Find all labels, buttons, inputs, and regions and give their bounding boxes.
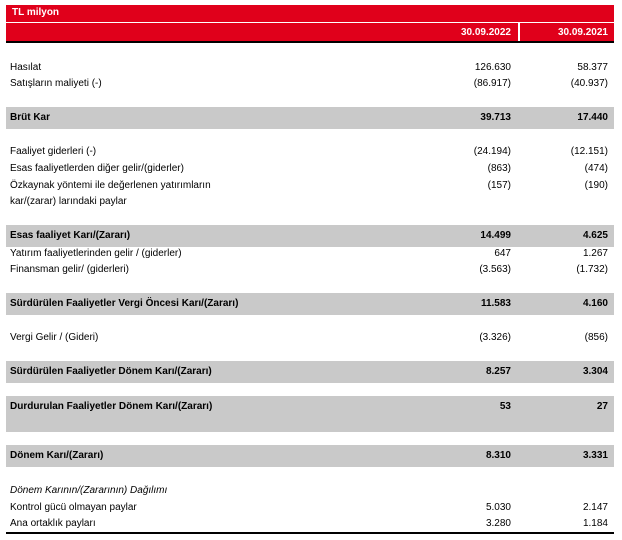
table-row [6, 502, 614, 516]
row-label: Dönem Karı/(Zararı) [10, 450, 104, 461]
table-header-dates [6, 22, 614, 42]
row-label: Finansman gelir/ (giderleri) [10, 264, 129, 275]
value-2022: (863) [487, 163, 511, 174]
value-2021: (40.937) [570, 78, 608, 89]
row-label: Kontrol gücü olmayan paylar [10, 502, 137, 513]
value-2022: 8.310 [485, 450, 511, 461]
value-2022: (3.563) [479, 264, 511, 275]
value-2022: 126.630 [474, 62, 511, 73]
table-header-unit [6, 5, 614, 22]
value-2022: 8.257 [485, 366, 511, 377]
value-2021: (474) [584, 163, 608, 174]
row-label: Sürdürülen Faaliyetler Dönem Karı/(Zararı) [10, 366, 212, 377]
table-row [6, 196, 614, 210]
value-2021: 4.160 [582, 298, 608, 309]
row-label: Brüt Kar [10, 112, 51, 123]
table-row [6, 264, 614, 278]
row-label: Özkaynak yöntemi ile değerlenen yatırımların [10, 180, 211, 191]
row-label: Vergi Gelir / (Gideri) [10, 332, 99, 343]
value-2022: 53 [499, 401, 511, 412]
value-2022: 39.713 [480, 112, 511, 123]
value-2021: 58.377 [577, 62, 608, 73]
column-divider [518, 22, 520, 42]
value-2022: 5.030 [485, 502, 511, 513]
row-label: kar/(zarar) larındaki paylar [10, 196, 127, 207]
value-2021: 4.625 [582, 230, 608, 241]
value-2021: 3.331 [582, 450, 608, 461]
table-row [6, 332, 614, 346]
table-row-total [6, 225, 614, 247]
table-row-total [6, 293, 614, 315]
table-row [6, 62, 614, 76]
table-row-subheading [6, 485, 614, 499]
table-row [6, 78, 614, 92]
value-2022: (24.194) [473, 146, 511, 157]
value-2021: (856) [584, 332, 608, 343]
row-label: Ana ortaklık payları [10, 518, 96, 529]
table-row [6, 248, 614, 262]
row-label: Yatırım faaliyetlerinden gelir / (giderler) [10, 248, 182, 259]
header-rule [6, 41, 614, 43]
table-row-total [6, 361, 614, 383]
table-row [6, 146, 614, 160]
table-row [6, 518, 614, 532]
footer-rule [6, 532, 614, 534]
value-2021: 1.267 [582, 248, 608, 259]
value-2022: (86.917) [473, 78, 511, 89]
value-2021: 3.304 [582, 366, 608, 377]
unit-label: TL milyon [12, 7, 60, 18]
table-row-total [6, 396, 614, 432]
row-label: Dönem Karının/(Zararının) Dağılımı [10, 485, 168, 496]
table-row-total [6, 107, 614, 129]
value-2021: (190) [584, 180, 608, 191]
value-2021: 1.184 [582, 518, 608, 529]
value-2022: (157) [487, 180, 511, 191]
value-2022: 647 [494, 248, 511, 259]
value-2022: (3.326) [479, 332, 511, 343]
value-2022: 3.280 [485, 518, 511, 529]
table-row [6, 163, 614, 177]
value-2021: (1.732) [576, 264, 608, 275]
row-label: Sürdürülen Faaliyetler Vergi Öncesi Karı/(Zararı) [10, 298, 239, 309]
value-2021: 2.147 [582, 502, 608, 513]
row-label: Hasılat [10, 62, 42, 73]
value-2022: 14.499 [480, 230, 511, 241]
value-2021: (12.151) [570, 146, 608, 157]
row-label: Esas faaliyet Karı/(Zararı) [10, 230, 131, 241]
row-label: Satışların maliyeti (-) [10, 78, 102, 89]
table-row [6, 180, 614, 194]
table-row-total [6, 445, 614, 467]
row-label: Faaliyet giderleri (-) [10, 146, 97, 157]
row-label: Esas faaliyetlerden diğer gelir/(giderler) [10, 163, 184, 174]
row-label: Durdurulan Faaliyetler Dönem Karı/(Zararı) [10, 401, 213, 412]
value-2021: 17.440 [577, 112, 608, 123]
column-header-2021: 30.09.2021 [557, 27, 608, 38]
column-header-2022: 30.09.2022 [460, 27, 511, 38]
value-2022: 11.583 [480, 298, 511, 309]
value-2021: 27 [596, 401, 608, 412]
